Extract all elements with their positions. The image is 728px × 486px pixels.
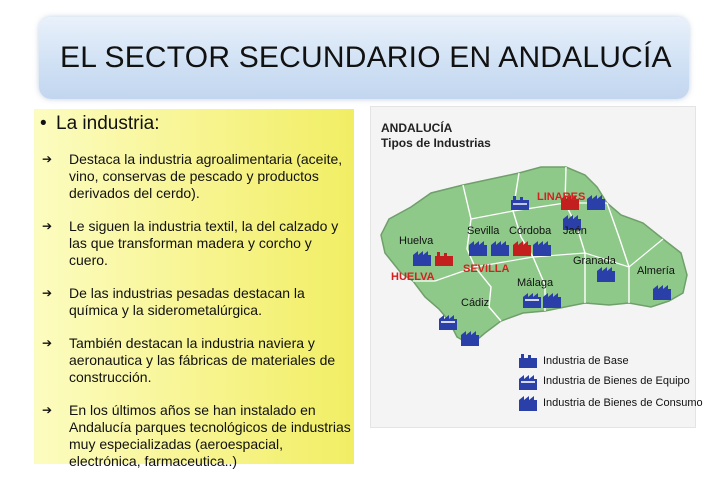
slide-heading: La industria:	[56, 113, 160, 134]
factory-consumer-icon	[467, 239, 489, 257]
legend-base-label: Industria de Base	[543, 355, 629, 367]
city-almeria: Almería	[637, 265, 675, 277]
heading-row	[40, 113, 160, 135]
arrow-bullet-icon: ➔	[42, 403, 53, 417]
map-title-line2: Tipos de Industrias	[381, 136, 491, 150]
bullet-item	[34, 335, 354, 386]
industry-map	[370, 106, 703, 428]
arrow-bullet-icon: ➔	[42, 219, 53, 233]
factory-consumer-icon	[585, 193, 607, 211]
bullet-list	[34, 151, 354, 486]
legend-consumer-label: Industria de Bienes de Consumo	[543, 397, 703, 409]
text-panel	[34, 109, 354, 469]
city-sevilla-upper: SEVILLA	[463, 263, 510, 275]
map-title-line1: ANDALUCÍA	[381, 121, 453, 135]
factory-red-icon	[433, 251, 455, 267]
slide-title: EL SECTOR SECUNDARIO EN ANDALUCÍA	[60, 41, 672, 74]
city-jaen: Jaén	[563, 225, 587, 237]
bullet-text: Destaca la industria agroalimentaria (aceite, vino, conservas de pescado y productos derivados del cerdo).	[69, 151, 343, 201]
factory-consumer-icon	[459, 329, 481, 347]
factory-consumer-icon	[541, 291, 563, 309]
city-huelva-upper: HUELVA	[391, 271, 435, 283]
city-malaga: Málaga	[517, 277, 554, 289]
factory-consumer-icon	[651, 283, 673, 301]
bullet-dot-icon: •	[40, 113, 47, 134]
bullet-text: En los últimos años se han instalado en Andalucía parques tecnológicos de industrias muy especializadas (aeroespacial, electrónica, farmaceutica..)	[69, 402, 351, 469]
bullet-item	[34, 218, 354, 269]
arrow-bullet-icon: ➔	[42, 336, 53, 350]
bullet-text: De las industrias pesadas destacan la química y la siderometalúrgica.	[69, 285, 305, 318]
bullet-item	[34, 151, 354, 202]
bullet-item	[34, 402, 354, 470]
factory-base-icon	[509, 195, 531, 211]
bullet-item	[34, 285, 354, 319]
factory-consumer-icon	[411, 249, 433, 267]
city-sevilla: Sevilla	[467, 225, 500, 237]
city-cordoba: Córdoba	[509, 225, 552, 237]
arrow-bullet-icon: ➔	[42, 286, 53, 300]
title-bar	[39, 17, 689, 99]
city-granada: Granada	[573, 255, 616, 267]
city-linares: LINARES	[537, 191, 586, 203]
factory-consumer-icon	[531, 239, 553, 257]
legend-equipment-label: Industria de Bienes de Equipo	[543, 375, 690, 387]
arrow-bullet-icon: ➔	[42, 152, 53, 166]
legend-base-icon	[517, 353, 539, 369]
factory-consumer-icon	[489, 239, 511, 257]
bullet-text: También destacan la industria naviera y aeronautica y las fábricas de materiales de construcción.	[69, 335, 336, 385]
factory-red-icon	[511, 239, 533, 257]
factory-equipment-icon	[437, 313, 459, 331]
bullet-text: Le siguen la industria textil, la del calzado y las que transforman madera y corcho y cuero.	[69, 218, 339, 268]
legend-consumer-icon	[517, 394, 539, 412]
city-cadiz: Cádiz	[461, 297, 490, 309]
factory-equipment-icon	[521, 291, 543, 309]
factory-consumer-icon	[595, 265, 617, 283]
legend-equipment-icon	[517, 373, 539, 391]
city-huelva: Huelva	[399, 235, 434, 247]
